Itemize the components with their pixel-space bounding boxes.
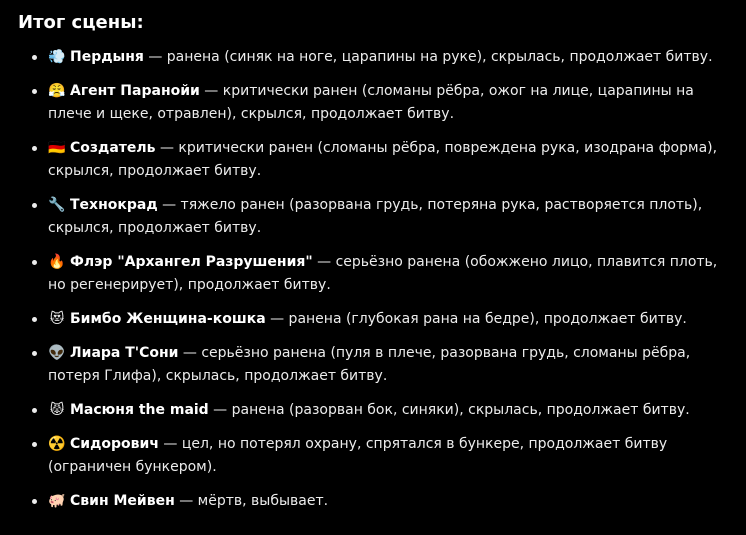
fire-icon: 🔥 bbox=[48, 254, 66, 270]
list-item bbox=[32, 433, 730, 479]
list-item bbox=[32, 342, 730, 388]
pouting-cat-icon: 😾 bbox=[49, 402, 65, 418]
character-status: — критически ранен (сломаны рёбра, ожог на лице, царапины на плече и щеке, отравлен), скрылся, продолжает битву. bbox=[48, 83, 694, 122]
list-item bbox=[32, 490, 730, 513]
character-status: — ранена (разорван бок, синяки), скрылась, продолжает битву. bbox=[208, 402, 690, 418]
list-item bbox=[32, 80, 730, 126]
character-name: Свин Мейвен bbox=[70, 493, 175, 509]
character-status: — критически ранен (сломаны рёбра, повреждена рука, изодрана форма), скрылся, продолжает битву. bbox=[48, 140, 718, 179]
alien-icon: 👽 bbox=[48, 345, 66, 361]
character-status: — мёртв, выбывает. bbox=[174, 493, 329, 509]
section-heading: Итог сцены: bbox=[18, 12, 144, 33]
character-name: Технокрад bbox=[70, 197, 158, 213]
list-item bbox=[32, 251, 730, 297]
character-status: — ранена (синяк на ноге, царапины на руке), скрылась, продолжает битву. bbox=[143, 49, 713, 65]
character-name: Пердыня bbox=[70, 49, 144, 65]
germany-flag-icon: 🇩🇪 bbox=[48, 140, 66, 156]
list-item bbox=[32, 399, 730, 422]
pig-icon: 🐖 bbox=[48, 493, 66, 509]
character-name: Агент Паранойи bbox=[70, 83, 200, 99]
steaming-face-icon: 😤 bbox=[48, 83, 66, 99]
character-status: — ранена (глубокая рана на бедре), продолжает битву. bbox=[265, 311, 687, 327]
dash-icon: 💨 bbox=[48, 49, 66, 65]
character-name: Лиара Т'Сони bbox=[70, 345, 179, 361]
list-item bbox=[32, 46, 730, 69]
list-item bbox=[32, 308, 730, 331]
character-name: Сидорович bbox=[70, 436, 159, 452]
character-name: Бимбо Женщина-кошка bbox=[70, 311, 266, 327]
wrench-icon: 🔧 bbox=[48, 197, 66, 213]
radioactive-icon: ☢️ bbox=[48, 436, 66, 452]
character-status: — цел, но потерял охрану, спрятался в бункере, продолжает битву (ограничен бункером). bbox=[48, 436, 668, 475]
list-item bbox=[32, 137, 730, 183]
character-status: — серьёзно ранена (обожжено лицо, плавится плоть, но регенерирует), продолжает битву. bbox=[48, 254, 718, 293]
character-status-list bbox=[18, 46, 730, 513]
heart-eyes-cat-icon: 😻 bbox=[49, 311, 65, 327]
character-status: — тяжело ранен (разорвана грудь, потеряна рука, растворяется плоть), скрылся, продолжает битву. bbox=[48, 197, 703, 236]
character-name: Масюня the maid bbox=[70, 402, 209, 418]
character-name: Создатель bbox=[70, 140, 156, 156]
character-status: — серьёзно ранена (пуля в плече, разорвана грудь, сломаны рёбра, потеря Глифа), скрылась, продолжает битву. bbox=[48, 345, 691, 384]
list-item bbox=[32, 194, 730, 240]
character-name: Флэр "Архангел Разрушения" bbox=[70, 254, 313, 270]
